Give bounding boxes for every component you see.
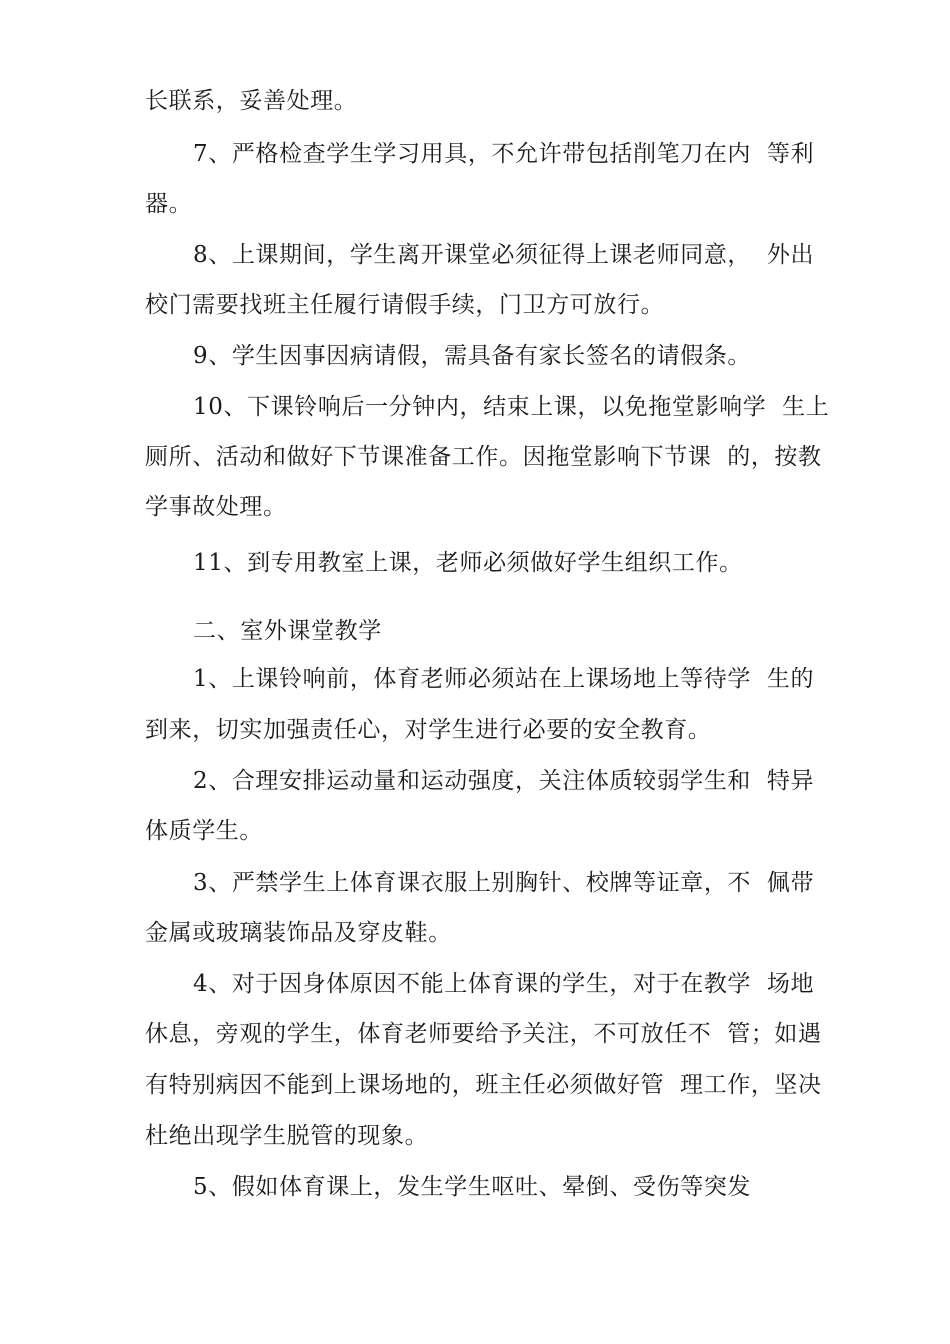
text-line-15: 体质学生。: [145, 818, 263, 844]
text-line-13: 到来，切实加强责任心，对学生进行必要的安全教育。: [145, 717, 712, 743]
text-line-16: 3、严禁学生上体育课衣服上别胸针、校牌等证章，不 佩带: [193, 870, 815, 896]
text-line-22: 5、假如体育课上，发生学生呕吐、晕倒、受伤等突发: [193, 1174, 752, 1200]
text-line-19: 休息，旁观的学生，体育老师要给予关注，不可放任不 管；如遇: [145, 1021, 822, 1047]
text-line-21: 杜绝出现学生脱管的现象。: [145, 1123, 429, 1149]
text-line-6: 9、学生因事因病请假，需具备有家长签名的请假条。: [193, 343, 752, 369]
text-line-10: 11、到专用教室上课，老师必须做好学生组织工作。: [193, 550, 743, 576]
text-line-4: 8、上课期间，学生离开课堂必须征得上课老师同意， 外出: [193, 242, 815, 268]
text-line-17: 金属或玻璃装饰品及穿皮鞋。: [145, 920, 452, 946]
text-line-12: 1、上课铃响前，体育老师必须站在上课场地上等待学 生的: [193, 666, 815, 692]
text-line-5: 校门需要找班主任履行请假手续，门卫方可放行。: [145, 292, 665, 318]
section-heading: 二、室外课堂教学: [193, 618, 382, 644]
text-line-3: 器。: [145, 191, 193, 217]
text-line-1: 长联系，妥善处理。: [145, 88, 358, 114]
text-line-9: 学事故处理。: [145, 494, 287, 520]
text-line-8: 厕所、活动和做好下节课准备工作。因拖堂影响下节课 的，按教: [145, 444, 822, 470]
text-line-18: 4、对于因身体原因不能上体育课的学生，对于在教学 场地: [193, 971, 815, 997]
text-line-20: 有特别病因不能到上课场地的，班主任必须做好管 理工作，坚决: [145, 1072, 822, 1098]
text-line-2: 7、严格检查学生学习用具，不允许带包括削笔刀在内 等利: [193, 141, 815, 167]
text-line-7: 10、下课铃响后一分钟内，结束上课，以免拖堂影响学 生上: [193, 394, 830, 420]
text-line-14: 2、合理安排运动量和运动强度，关注体质较弱学生和 特异: [193, 768, 815, 794]
